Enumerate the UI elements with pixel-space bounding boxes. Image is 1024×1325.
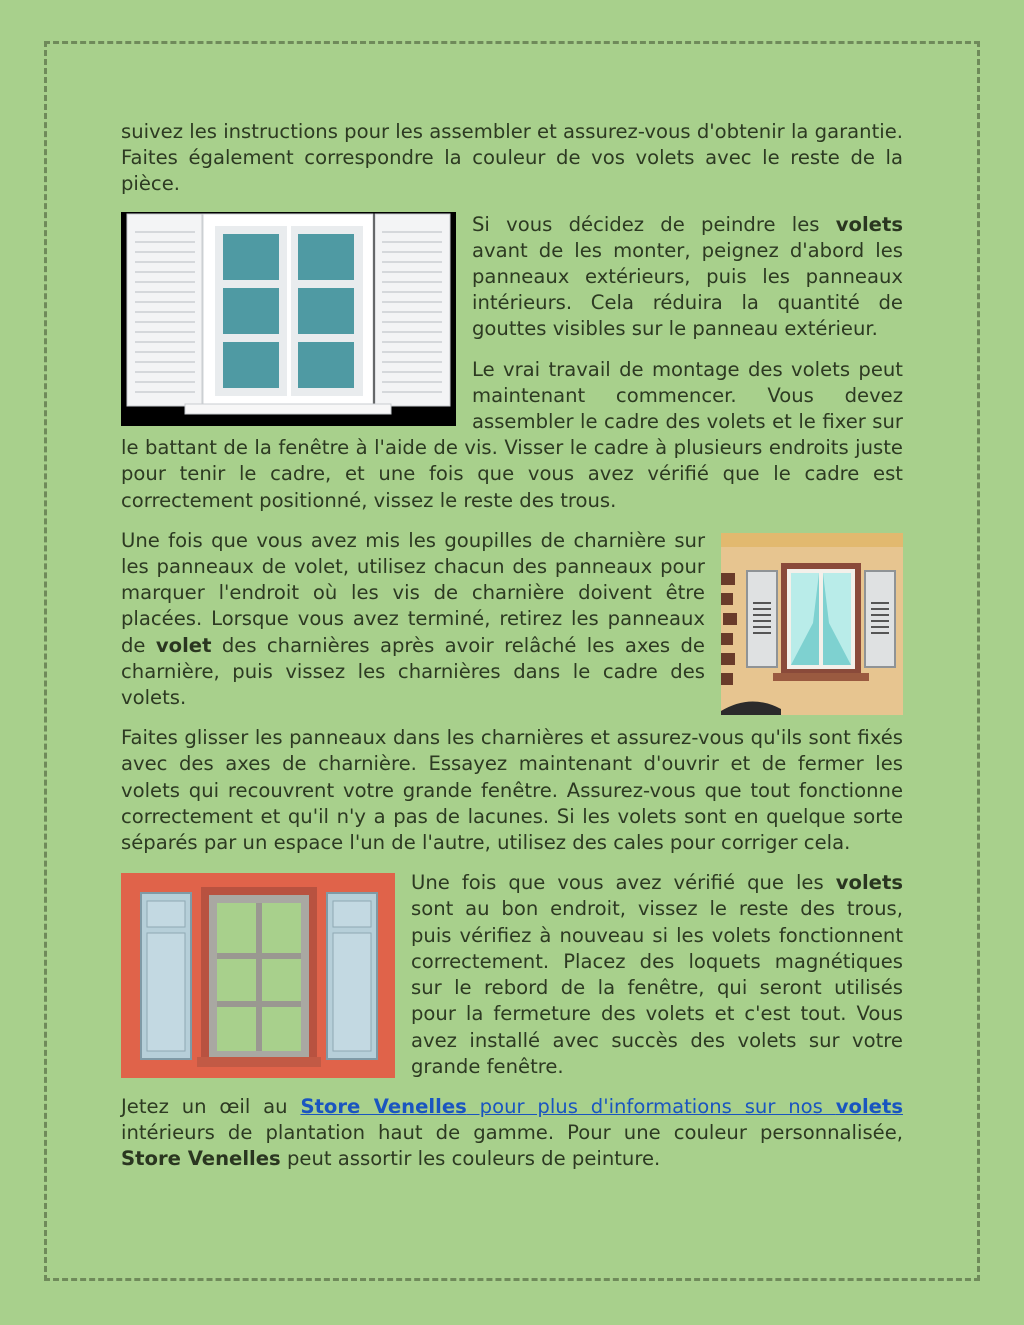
paragraph-final-check: Une fois que vous avez vérifié que les volets sont au bon endroit, vissez le reste des trous, puis vérifiez à nouveau si les volets fonctionnent correctement. Placez des loquets magnétiques sur le rebord de la fenêtre, qui seront utilisés pour la fermeture des volets et c'est tout. Vous avez installé avec succès des volets sur votre grande fenêtre. (411, 871, 903, 1078)
white-shutter-window-image (121, 212, 456, 426)
orange-wall-window-image (121, 873, 395, 1078)
paragraph-sliding-panels: Faites glisser les panneaux dans les charnières et assurez-vous qu'ils sont fixés avec des axes de charnière. Essayez maintenant d'ouvrir et de fermer les volets qui recouvrent votre grande fenêtre. Assurez-vous que tout fonctionne correctement et qu'il n'y a pas de lacunes. Si les volets sont en quelque sorte séparés par un espace l'un de l'autre, utilisez des cales pour corriger cela. (121, 726, 903, 855)
paragraph-painting: Si vous décidez de peindre les volets avant de les monter, peignez d'abord les panneaux extérieurs, puis les panneaux intérieurs. Cela réduira la quantité de gouttes visibles sur le panneau extérieur. (472, 212, 903, 341)
paragraph-call-to-action: Jetez un œil au Store Venelles pour plus d'informations sur nos volets intérieurs de plantation haut de gamme. Pour une couleur personnalisée, Store Venelles peut assortir les couleurs de peinture. (121, 1094, 903, 1171)
document-body (121, 119, 903, 1187)
paragraph-assembly: Le vrai travail de montage des volets peut maintenant commencer. Vous devez assembler le cadre des volets et le fixer sur le battant de la fenêtre à l'aide de vis. Visser le cadre à plusieurs endroits juste pour tenir le cadre, et une fois que vous avez vérifié que le cadre est correctement positionné, vissez le reste des trous. (121, 357, 903, 512)
illustrated-window-image (721, 533, 903, 715)
paragraph-hinges: Une fois que vous avez mis les goupilles de charnière sur les panneaux de volet, utilisez chacun des panneaux pour marquer l'endroit où les vis de charnière doivent être placées. Lorsque vous avez terminé, retirez les panneaux de volet des charnières après avoir relâché les axes de charnière, puis vissez les charnières dans le cadre des volets. (121, 528, 705, 710)
store-venelles-link[interactable]: Store Venelles pour plus d'informations sur nos volets (300, 1094, 903, 1118)
paragraph-intro: suivez les instructions pour les assembler et assurez-vous d'obtenir la garantie. Faites également correspondre la couleur de vos volets avec le reste de la pièce. (121, 120, 903, 196)
